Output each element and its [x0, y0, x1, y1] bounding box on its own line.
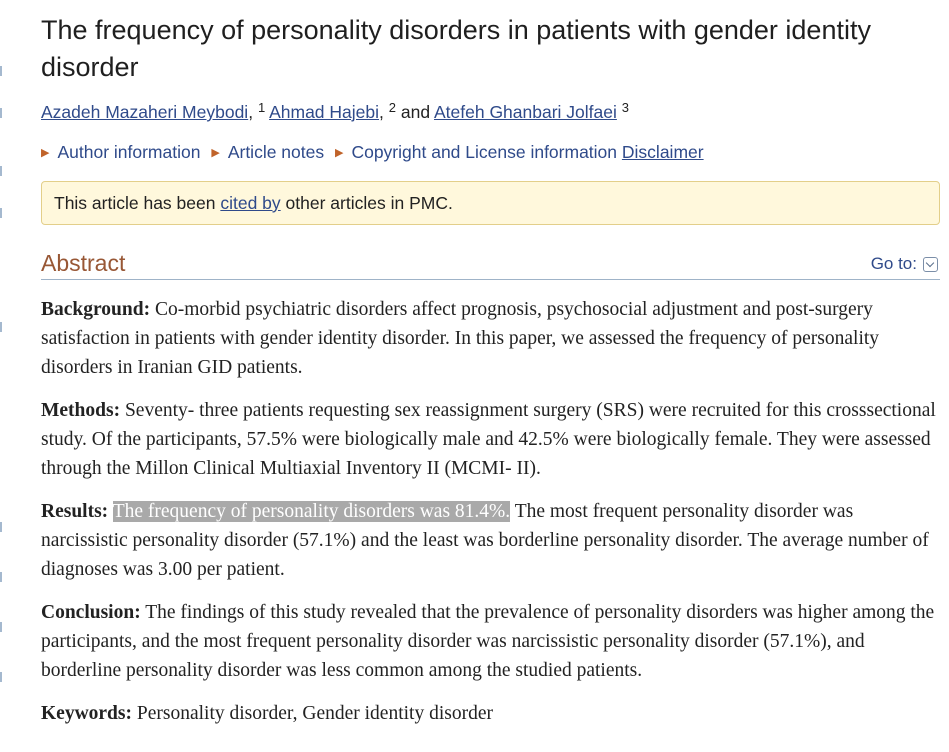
notice-suffix: other articles in PMC. [285, 193, 453, 213]
author-information-link[interactable]: Author information [57, 142, 201, 162]
triangle-right-icon[interactable]: ▶ [41, 147, 50, 159]
abstract-results [41, 497, 940, 584]
author-affiliation-1[interactable]: 1 [257, 100, 266, 115]
article-notes-link[interactable]: Article notes [227, 142, 325, 162]
methods-text: Seventy- three patients requesting sex reassignment surgery (SRS) were recruited for this crosssectional study. Of the participants, 57.5% were biologically male and 42.5% were biologically female. They were assessed through the Millon Clinical Multiaxial Inventory II (MCMI- II). [41, 400, 936, 479]
triangle-right-icon[interactable]: ▶ [211, 147, 220, 159]
conclusion-label: Conclusion: [41, 602, 141, 623]
chevron-down-icon[interactable] [923, 257, 938, 272]
results-label: Results: [41, 501, 109, 522]
cited-by-notice [41, 181, 940, 225]
author-affiliation-2[interactable]: 2 [388, 100, 396, 115]
goto-menu[interactable] [871, 254, 938, 274]
keywords-label: Keywords: [41, 703, 132, 724]
abstract-background [41, 295, 940, 382]
author-and: and [400, 102, 431, 122]
left-edge-indicators [0, 0, 4, 752]
highlighted-text-selection[interactable]: The frequency of personality disorders was 81.4%. [112, 501, 511, 522]
abstract-section-header [41, 249, 940, 280]
methods-label: Methods: [41, 400, 121, 421]
abstract-conclusion [41, 598, 940, 685]
background-text: Co-morbid psychiatric disorders affect prognosis, psychosocial adjustment and post-surgery satisfaction in patients with gender identity disorder. In this paper, we assessed the frequency of personality disorders in Iranian GID patients. [41, 299, 880, 378]
results-text: The most frequent personality disorder was narcissistic personality disorder (57.1%) and the least was borderline personality disorder. The average number of diagnoses was 3.00 per patient. [41, 501, 929, 580]
copyright-license-link[interactable]: Copyright and License information [351, 142, 618, 162]
author-separator: , [379, 102, 384, 122]
keywords-text: Personality disorder, Gender identity disorder [136, 703, 493, 724]
author-affiliation-3[interactable]: 3 [621, 100, 629, 115]
notice-prefix: This article has been [54, 193, 216, 213]
author-link-2[interactable]: Ahmad Hajebi [269, 102, 380, 122]
disclaimer-link[interactable]: Disclaimer [621, 142, 704, 162]
goto-label[interactable]: Go to: [870, 254, 917, 273]
article-content [41, 0, 940, 728]
abstract-methods [41, 396, 940, 483]
triangle-right-icon[interactable]: ▶ [334, 147, 344, 159]
article-meta-links [41, 140, 940, 165]
background-label: Background: [41, 299, 151, 320]
abstract-keywords [41, 699, 940, 728]
conclusion-text: The findings of this study revealed that the prevalence of personality disorders was higher among the participants, and the most frequent personality disorder was narcissistic personality disorder (57.1%), and borderline personality disorder was less common among the studied patients. [41, 602, 935, 681]
author-separator: , [248, 102, 254, 122]
article-title: The frequency of personality disorders in patients with gender identity disorder [41, 15, 871, 82]
author-link-1[interactable]: Azadeh Mazaheri Meybodi [41, 102, 249, 122]
author-list [41, 100, 940, 124]
cited-by-link[interactable]: cited by [220, 193, 281, 213]
author-link-3[interactable]: Atefeh Ghanbari Jolfaei [433, 102, 617, 122]
abstract-heading: Abstract [41, 250, 126, 276]
